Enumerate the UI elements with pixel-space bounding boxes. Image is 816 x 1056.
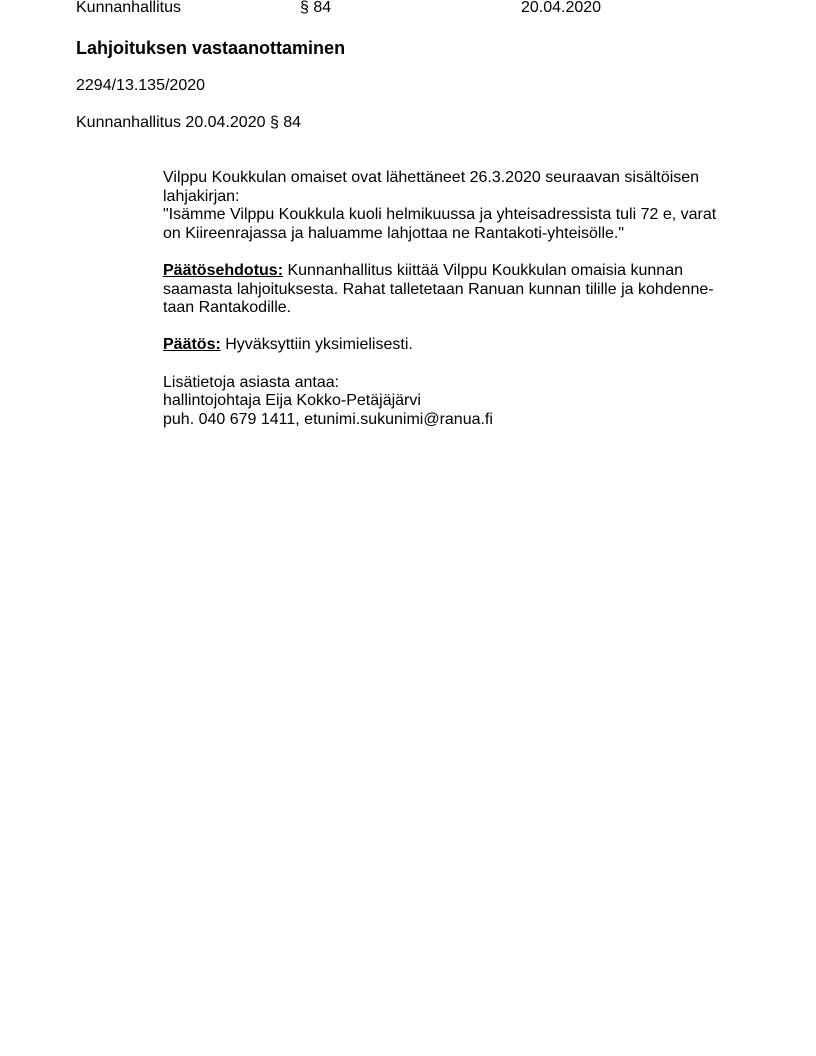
header-date: 20.04.2020	[521, 0, 602, 16]
header-body-name: Kunnanhallitus	[76, 0, 181, 16]
contact-line-3: puh. 040 679 1411, etunimi.sukunimi@ranua.fi	[163, 410, 493, 428]
proposal-label: Päätösehdotus:	[163, 261, 284, 279]
proposal-line-1	[163, 262, 723, 281]
decision-label: Päätös:	[163, 336, 221, 354]
intro-line-1: Vilppu Koukkulan omaiset ovat lähettäneet 26.3.2020 seuraavan sisältöisen	[163, 169, 700, 186]
intro-line-4: on Kiireenrajassa ja haluamme lahjottaa ne Rantakoti-yhteisölle."	[163, 224, 625, 242]
intro-line-2: lahjakirjan:	[163, 187, 240, 205]
page-title: Lahjoituksen vastaanottaminen	[76, 38, 346, 58]
decision-line	[163, 336, 723, 355]
contact-line-1: Lisätietoja asiasta antaa:	[163, 373, 340, 391]
proposal-text: Kunnanhallitus kiittää Vilppu Koukkulan omaisia kunnan	[283, 261, 683, 279]
paragraph-gap	[163, 318, 723, 337]
document-body	[163, 169, 723, 429]
decision-text: Hyväksyttiin yksimielisesti.	[220, 336, 413, 354]
contact-line-2: hallintojohtaja Eija Kokko-Petäjäjärvi	[163, 392, 421, 410]
paragraph-gap	[163, 243, 723, 262]
header-section-number: § 84	[300, 0, 332, 16]
meeting-reference: Kunnanhallitus 20.04.2020 § 84	[76, 114, 302, 131]
document-number: 2294/13.135/2020	[76, 77, 206, 94]
proposal-line-2: saamasta lahjoituksesta. Rahat talletetaan Ranuan kunnan tilille ja kohdenne-	[163, 280, 714, 298]
proposal-line-3: taan Rantakodille.	[163, 299, 292, 317]
paragraph-gap	[163, 355, 723, 374]
intro-line-3: "Isämme Vilppu Koukkula kuoli helmikuussa ja yhteisadressista tuli 72 e, varat	[163, 206, 717, 224]
